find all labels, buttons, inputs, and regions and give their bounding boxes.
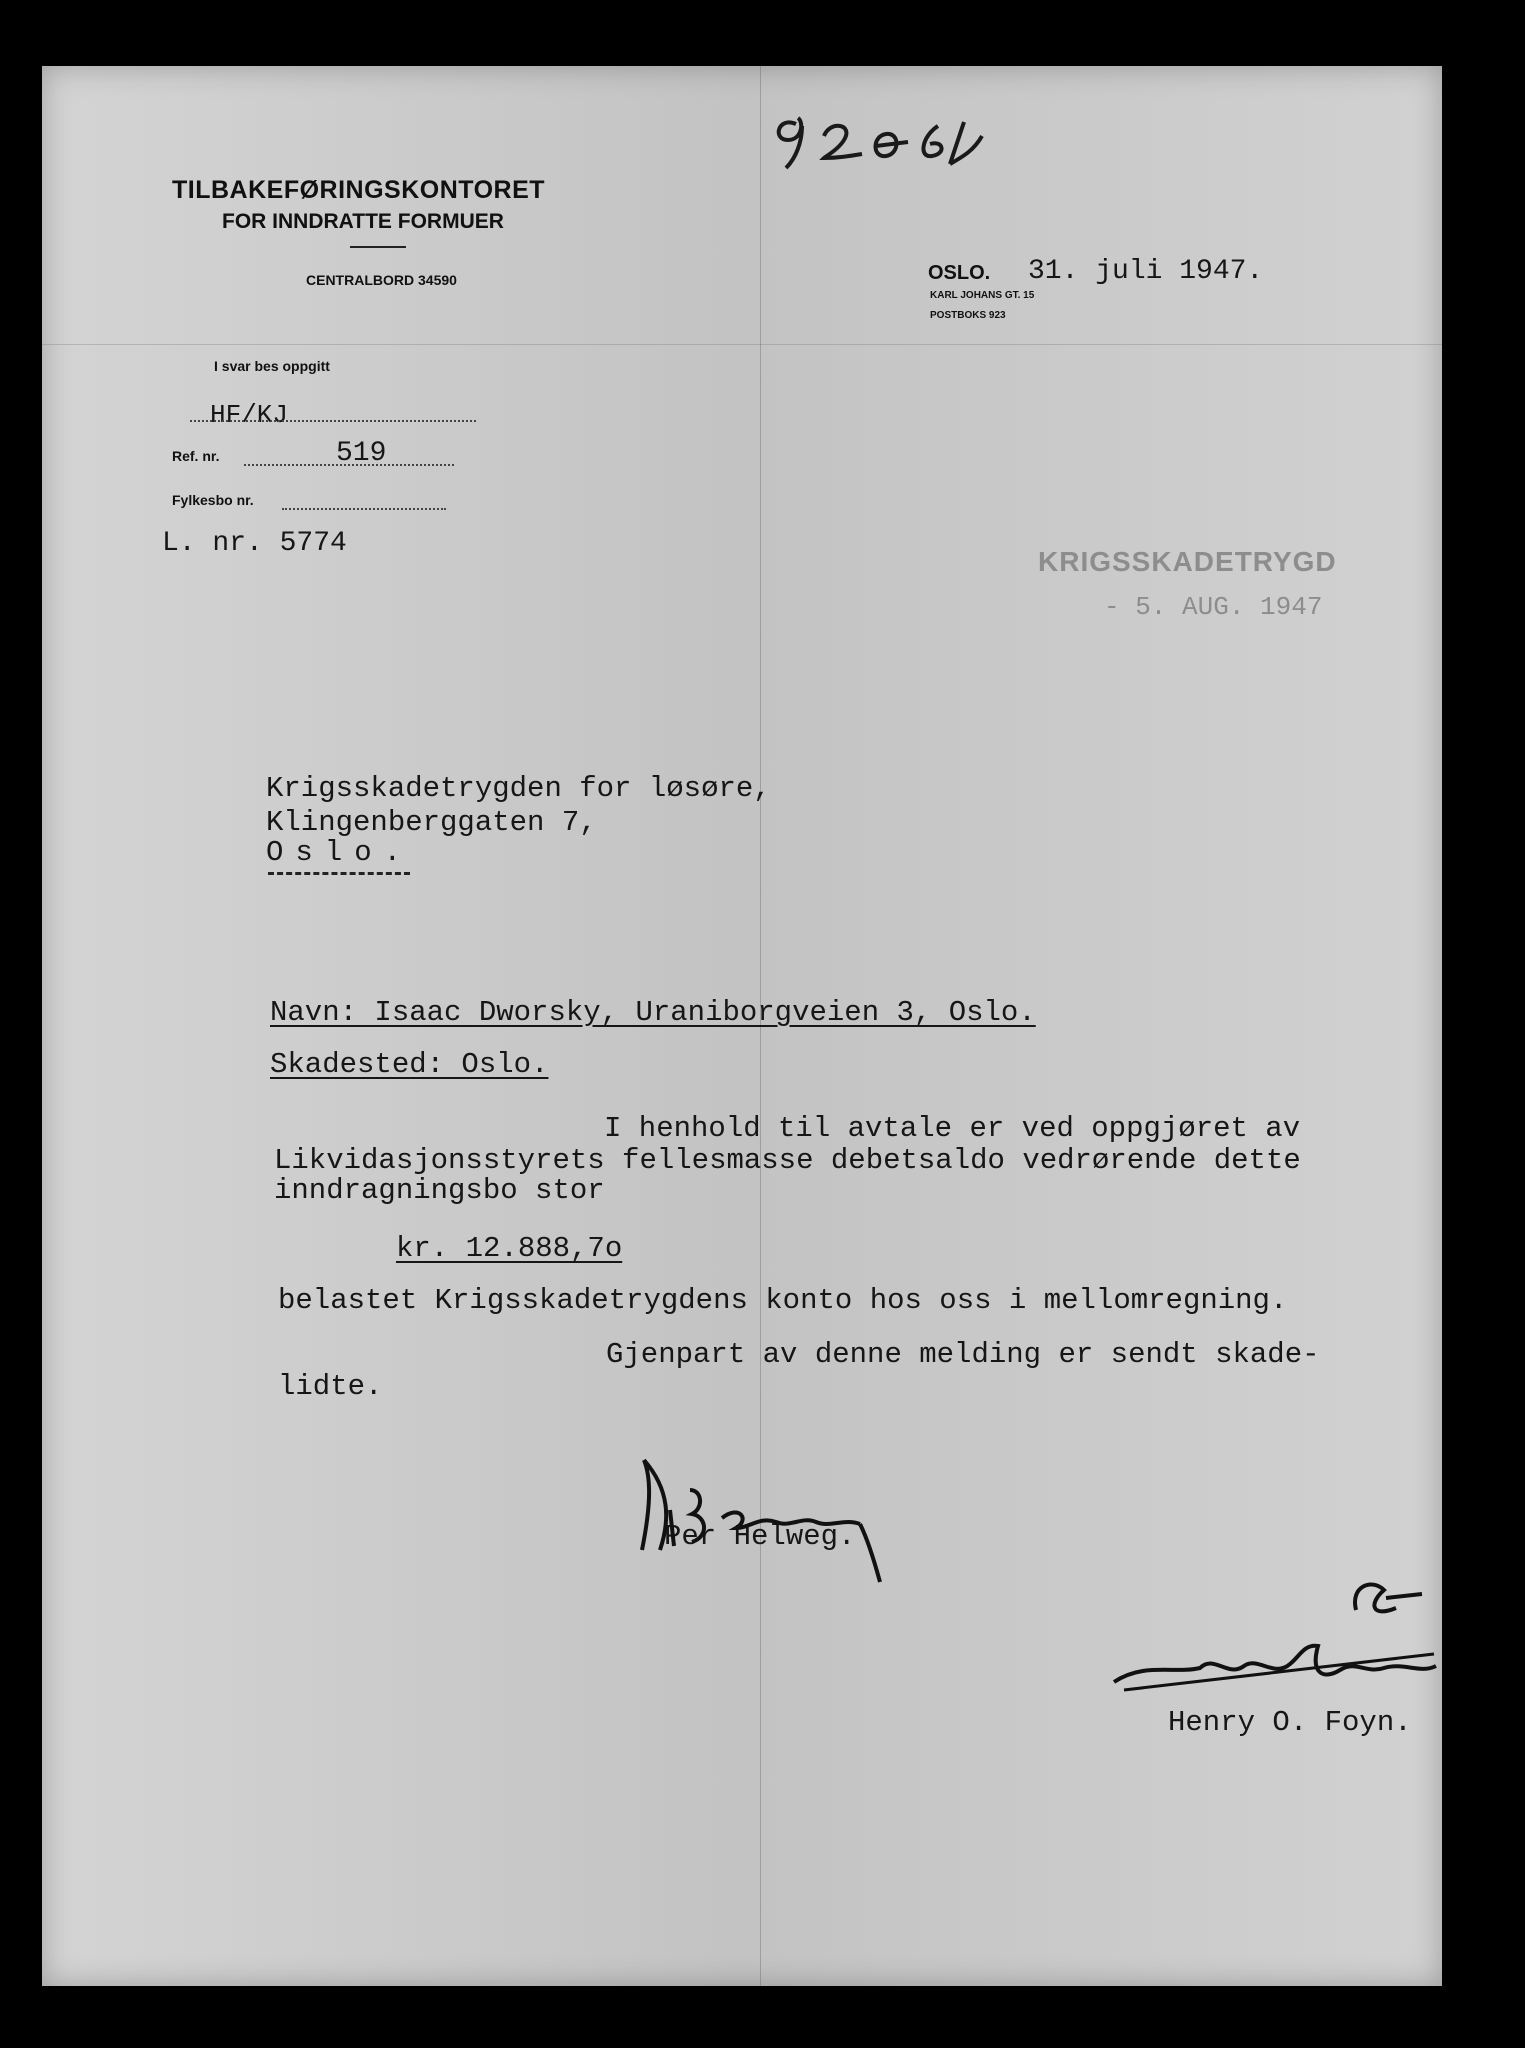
phone-number: CENTRALBORD 34590 xyxy=(306,272,457,288)
fold-line-horizontal xyxy=(42,344,1442,345)
dotted-line xyxy=(244,464,454,466)
reply-reference-label: I svar bes oppgitt xyxy=(214,358,330,374)
ref-number-label: Ref. nr. xyxy=(172,448,220,464)
recipient-name: Krigsskadetrygden for løsøre, xyxy=(266,772,771,805)
recipient-underline xyxy=(268,872,410,875)
paragraph-line: I henhold til avtale er ved oppgjøret av xyxy=(604,1112,1301,1145)
paragraph-line: belastet Krigsskadetrygdens konto hos oss i mellomregning. xyxy=(278,1284,1288,1317)
received-stamp-date: - 5. AUG. 1947 xyxy=(1104,592,1323,622)
ref-number-value: 519 xyxy=(336,438,387,469)
recipient-street: Klingenberggaten 7, xyxy=(266,806,597,839)
received-stamp-name: KRIGSSKADETRYGD xyxy=(1038,546,1337,577)
header-rule xyxy=(350,246,406,248)
amount: kr. 12.888,7o xyxy=(396,1232,623,1265)
org-subtitle: FOR INNDRATTE FORMUER xyxy=(222,210,504,233)
signatory-henry-foyn: Henry O. Foyn. xyxy=(1168,1706,1412,1739)
signatory-per-helweg: Per Helweg. xyxy=(664,1520,856,1553)
dotted-line xyxy=(190,420,476,422)
letter-date: 31. juli 1947. xyxy=(1028,256,1264,287)
damage-location-line: Skadested: Oslo. xyxy=(270,1048,549,1081)
reply-reference-value: HF/KJ xyxy=(210,400,289,430)
dotted-line xyxy=(282,508,446,510)
claimant-line: Navn: Isaac Dworsky, Uraniborgveien 3, Oslo. xyxy=(270,996,1036,1029)
handwritten-signature-foyn xyxy=(1104,1574,1444,1724)
org-name: TILBAKEFØRINGSKONTORET xyxy=(172,176,546,204)
paragraph-line: Likvidasjonsstyrets fellesmasse debetsaldo vedrørende dette xyxy=(274,1144,1301,1177)
handwritten-archive-number xyxy=(768,106,998,176)
po-box: POSTBOKS 923 xyxy=(930,310,1006,321)
street-address: KARL JOHANS GT. 15 xyxy=(930,290,1035,301)
paragraph-line: inndragningsbo stor xyxy=(274,1174,605,1207)
paragraph-line: Gjenpart av denne melding er sendt skade- xyxy=(606,1338,1320,1371)
paragraph-line: lidte. xyxy=(278,1370,383,1403)
letter-number: L. nr. 5774 xyxy=(162,528,347,559)
fylkesbo-label: Fylkesbo nr. xyxy=(172,492,254,508)
recipient-city: Oslo. xyxy=(266,836,414,869)
city-label: OSLO. xyxy=(928,262,991,284)
handwritten-signature-helweg xyxy=(630,1450,930,1590)
